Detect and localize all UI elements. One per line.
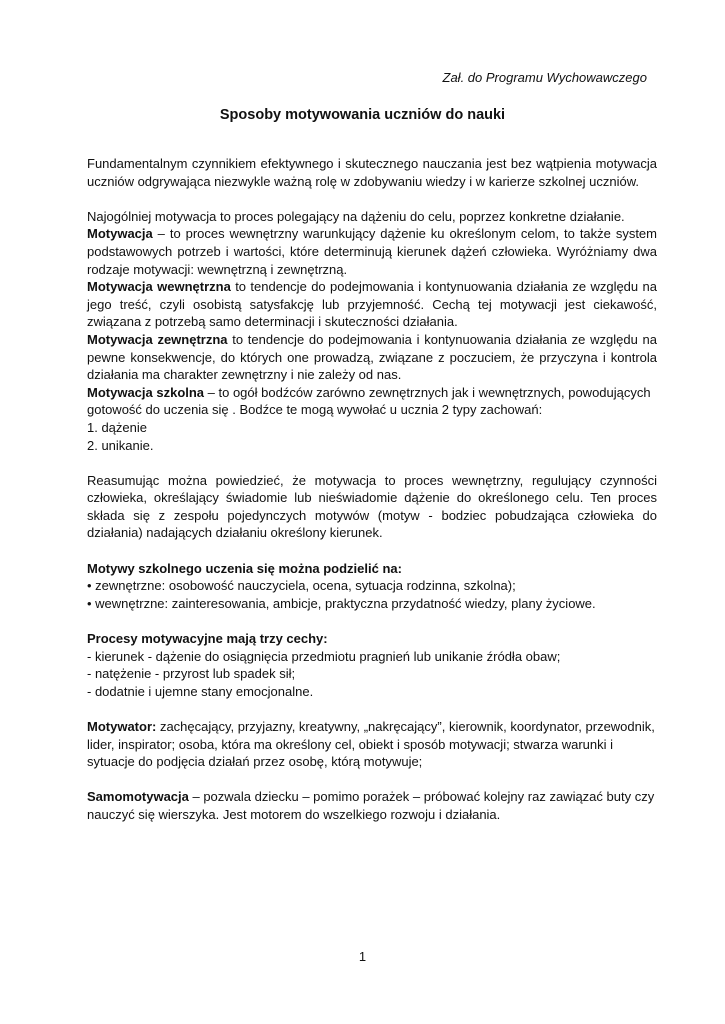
- term-motywator: Motywator:: [87, 719, 157, 734]
- szkolna-text: – to ogół bodźców zarówno zewnętrznych jak i wewnętrznych, powodujących gotowość do uczenia się . Bodźce te mogą wywołać u ucznia 2 typy zachowań:: [87, 384, 651, 418]
- term-motywacja-szkolna: Motywacja szkolna: [87, 384, 205, 400]
- motives-heading: [87, 560, 657, 578]
- process-item: - natężenie - przyrost lub spadek sił;: [87, 666, 296, 682]
- page-number: 1: [358, 949, 367, 964]
- process-item: - kierunek - dążenie do osiągnięcia przedmiotu pragnień lub unikanie źródła obaw;: [87, 648, 561, 664]
- behavior-item: 2. unikanie.: [87, 437, 154, 453]
- page-title: Sposoby motywowania uczniów do nauki: [219, 107, 506, 123]
- summary-paragraph: Reasumując można powiedzieć, że motywacja to proces wewnętrzny, regulujący czynności człowieka, określający świadomie lub nieświadomie dążenie do określonego celu. Ten proces składa się z zespołu pojedynczych motywów (motyw - bodziec pobudzająca człowieka do działania) nadających działaniu określony kierunek.: [87, 472, 657, 541]
- header-note: Zał. do Programu Wychowawczego: [442, 70, 647, 85]
- term-motywacja-zewnetrzna: Motywacja zewnętrzna: [87, 331, 228, 347]
- motivator-text: zachęcający, przyjazny, kreatywny, „nakręcający”, kierownik, koordynator, przewodnik, lider, inspirator; osoba, która ma określony cel, obiekt i sposób motywacji; stwarza warunki i sytuacje do podjęcia działań przez osobę, którą motywuje;: [87, 719, 655, 770]
- zewnetrzna-definition: [87, 331, 657, 384]
- term-samomotywacja: Samomotywacja: [87, 789, 189, 805]
- processes-heading-text: Procesy motywacyjne mają trzy cechy:: [87, 631, 328, 647]
- behavior-item: 1. dążenie: [87, 419, 147, 435]
- motive-item: • zewnętrzne: osobowość nauczyciela, ocena, sytuacja rodzinna, szkolna);: [87, 578, 516, 594]
- motywacja-definition: [87, 225, 657, 278]
- wewnetrzna-definition: [87, 278, 657, 331]
- general-definition: Najogólniej motywacja to proces polegający na dążeniu do celu, poprzez konkretne działanie.: [87, 208, 625, 224]
- wewnetrzna-text: to tendencje do podejmowania i kontynuowania działania ze względu na jego treść, czyli osobistą satysfakcję lub przyjemność. Cechą tej motywacji jest ciekawość, związana z potrzebą samo determinacji i skuteczności działania.: [87, 279, 657, 330]
- processes-heading: [87, 630, 657, 648]
- zewnetrzna-text: to tendencje do podejmowania i kontynuowania działania ze względu na pewne konsekwencje, do których one prowadzą, związane z poczuciem, że przyczyna i kontrola działania ma charakter zewnętrzny i nie zależy od nas.: [87, 331, 657, 383]
- self-motivation-text: – pozwala dziecku – pomimo porażek – próbować kolejny raz zawiązać buty czy nauczyć się wierszyka. Jest motorem do wszelkiego rozwoju i działania.: [87, 789, 655, 822]
- motivator-paragraph: [87, 718, 657, 771]
- document-body: [87, 155, 657, 824]
- motive-item: • wewnętrzne: zainteresowania, ambicje, praktyczna przydatność wiedzy, plany życiowe.: [87, 595, 596, 611]
- szkolna-definition: [87, 384, 657, 419]
- motywacja-text: – to proces wewnętrzny warunkujący dążenie ku określonym celom, to także system podstawowych potrzeb i wartości, które determinują kierunek dążeń człowieka. Wyróżniamy dwa rodzaje motywacji: wewnętrzną i zewnętrzną.: [87, 226, 657, 277]
- term-motywacja: Motywacja: [87, 226, 153, 242]
- process-item: - dodatnie i ujemne stany emocjonalne.: [87, 683, 314, 699]
- self-motivation-paragraph: [87, 788, 657, 823]
- term-motywacja-wewnetrzna: Motywacja wewnętrzna: [87, 279, 231, 295]
- intro-paragraph: Fundamentalnym czynnikiem efektywnego i skutecznego nauczania jest bez wątpienia motywacja uczniów odgrywająca niezwykle ważną rolę w zdobywaniu wiedzy i w karierze szkolnej uczniów.: [87, 156, 657, 189]
- motives-heading-text: Motywy szkolnego uczenia się można podzielić na:: [87, 560, 402, 576]
